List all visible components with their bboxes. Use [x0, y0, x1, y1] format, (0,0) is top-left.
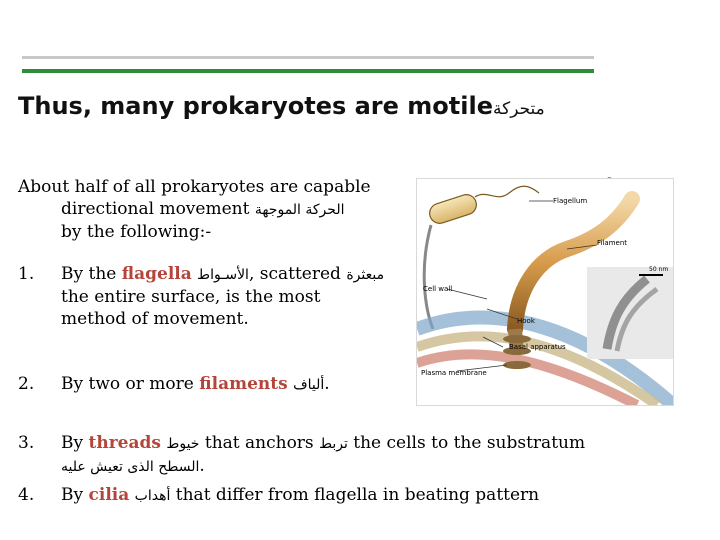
- item-number: 2.: [18, 374, 35, 394]
- bacterium-cell-icon: [427, 186, 539, 226]
- item-arabic: خيوط: [166, 436, 200, 452]
- item-body: [61, 373, 330, 396]
- item-text: the cells to the substratum: [353, 433, 586, 453]
- label-cell-wall: Cell wall: [423, 285, 453, 293]
- item-number: 3.: [18, 433, 35, 453]
- flagellum-figure: [416, 178, 674, 406]
- title-arabic: متحركة: [492, 99, 545, 119]
- item-text: By the: [61, 264, 117, 284]
- intro-line-2-text: directional movement: [61, 199, 250, 219]
- intro-line-3: by the following:-: [61, 222, 212, 242]
- keyword-filaments: filaments: [199, 374, 288, 394]
- slide-title: [18, 92, 545, 120]
- item-arabic-2: تربط: [319, 436, 348, 452]
- intro-line-2-arabic: الحركة الموجهة: [254, 202, 345, 218]
- label-flagellum: Flagellum: [553, 197, 588, 205]
- item-number: 1.: [18, 264, 35, 284]
- item-body: [61, 484, 539, 507]
- item-arabic-2: مبعثرة: [346, 267, 385, 283]
- keyword-flagella: flagella: [121, 264, 192, 284]
- item-line-2-arabic: السطح الذى تعيش عليه: [61, 459, 200, 475]
- keyword-cilia: cilia: [88, 485, 130, 505]
- item-line-3: method of movement.: [61, 309, 249, 329]
- item-body: [61, 263, 384, 330]
- item-arabic: الأسـواط: [197, 267, 249, 283]
- label-plasma-membrane: Plasma membrane: [421, 369, 487, 377]
- item-text: .: [199, 456, 205, 476]
- label-basal-apparatus: Basal apparatus: [509, 343, 566, 351]
- title-text: Thus, many prokaryotes are motile: [18, 92, 493, 120]
- keyword-threads: threads: [88, 433, 161, 453]
- intro-line-2: [18, 198, 448, 221]
- label-filament: Filament: [597, 239, 628, 247]
- curved-arrow-icon: [424, 225, 433, 329]
- item-body: [61, 432, 585, 478]
- label-hook: Hook: [517, 317, 535, 325]
- item-number: 4.: [18, 485, 35, 505]
- item-text: By: [61, 485, 84, 505]
- item-text: .: [324, 374, 330, 394]
- item-text: By: [61, 433, 84, 453]
- item-text: that differ from flagella in beating pattern: [175, 485, 540, 505]
- top-gray-rule: [22, 56, 594, 59]
- item-text: that anchors: [204, 433, 314, 453]
- intro-line-1: About half of all prokaryotes are capable: [18, 177, 371, 197]
- item-line-2: the entire surface, is the most: [61, 287, 321, 307]
- item-text: , scattered: [248, 264, 341, 284]
- item-arabic: ألياف: [293, 377, 325, 393]
- intro-paragraph: [18, 176, 448, 243]
- label-scale: 50 nm: [649, 266, 669, 273]
- item-text: By two or more: [61, 374, 194, 394]
- item-arabic: أهداب: [134, 488, 171, 504]
- flagellum-diagram: [417, 179, 673, 405]
- top-green-rule: [22, 69, 594, 73]
